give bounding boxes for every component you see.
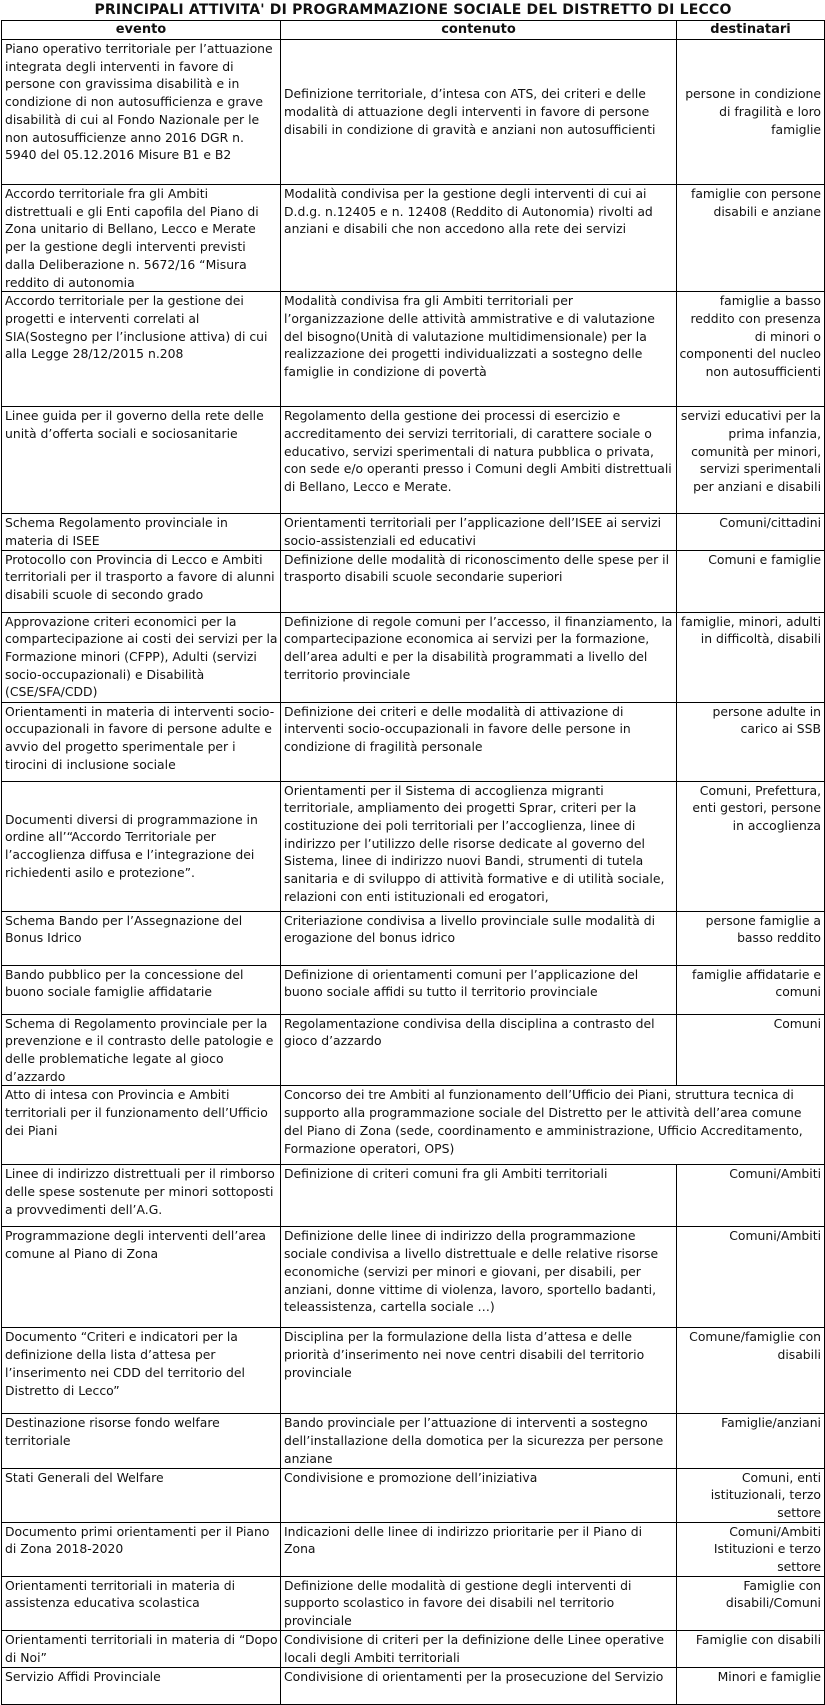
cell-destinatari: Comune/famiglie con disabili — [677, 1328, 825, 1414]
table-row — [2, 292, 825, 407]
cell-contenuto: Regolamento della gestione dei processi di esercizio e accreditamento dei servizi territoriali, di carattere sociale o educativo, servizi sperimentali di natura pubblica o privata, con sede e/o operanti presso i Comuni degli Ambiti distrettuali di Bellano, Lecco e Merate. — [281, 407, 677, 514]
cell-destinatari: Comuni/Ambiti — [677, 1165, 825, 1227]
table-row — [2, 1468, 825, 1522]
cell-destinatari: Famiglie con disabili/Comuni — [677, 1576, 825, 1630]
cell-contenuto: Concorso dei tre Ambiti al funzionamento dell’Ufficio dei Piani, struttura tecnica di supporto alla programmazione sociale del Distretto per le attività dell’area comune del Piano di Zona (sede, coordinamento e amministrazione, Ufficio Accreditamento, Formazione operatori, OPS) — [281, 1086, 825, 1165]
header-evento: evento — [2, 21, 281, 40]
cell-evento: Linee di indirizzo distrettuali per il rimborso delle spese sostenute per minori sottoposti a provvedimenti dell’A.G. — [2, 1165, 281, 1227]
cell-evento: Documento “Criteri e indicatori per la definizione della lista d’attesa per l’inserimento nei CDD del territorio del Distretto di Lecco” — [2, 1328, 281, 1414]
cell-destinatari: famiglie, minori, adulti in difficoltà, disabili — [677, 612, 825, 702]
cell-destinatari: persone in condizione di fragilità e loro famiglie — [677, 40, 825, 185]
cell-destinatari: Comuni/Ambiti Istituzioni e terzo settore — [677, 1522, 825, 1576]
cell-evento: Orientamenti territoriali in materia di assistenza educativa scolastica — [2, 1576, 281, 1630]
cell-destinatari: Famiglie con disabili — [677, 1630, 825, 1667]
cell-evento: Stati Generali del Welfare — [2, 1468, 281, 1522]
cell-contenuto: Definizione delle modalità di gestione degli interventi di supporto scolastico in favore dei disabili nel territorio provinciale — [281, 1576, 677, 1630]
cell-destinatari: Comuni, enti istituzionali, terzo settore — [677, 1468, 825, 1522]
cell-evento: Orientamenti territoriali in materia di “Dopo di Noi” — [2, 1630, 281, 1667]
header-destinatari: destinatari — [677, 21, 825, 40]
table-row — [2, 1227, 825, 1328]
cell-destinatari: Minori e famiglie — [677, 1667, 825, 1704]
document-title: PRINCIPALI ATTIVITA' DI PROGRAMMAZIONE SOCIALE DEL DISTRETTO DI LECCO — [2, 0, 825, 21]
cell-destinatari: Comuni e famiglie — [677, 550, 825, 612]
table-row — [2, 702, 825, 781]
cell-evento: Atto di intesa con Provincia e Ambiti territoriali per il funzionamento dell’Ufficio dei Piani — [2, 1086, 281, 1165]
cell-evento: Destinazione risorse fondo welfare territoriale — [2, 1414, 281, 1468]
cell-destinatari: famiglie affidatarie e comuni — [677, 965, 825, 1014]
table-row — [2, 185, 825, 292]
cell-evento: Schema Regolamento provinciale in materia di ISEE — [2, 514, 281, 550]
cell-contenuto: Criteriazione condivisa a livello provinciale sulle modalità di erogazione del bonus idrico — [281, 911, 677, 965]
table-row — [2, 514, 825, 550]
cell-contenuto: Definizione delle linee di indirizzo della programmazione sociale condivisa a livello distrettuale e delle relative risorse economiche (servizi per minori e giovani, per disabili, per anziani, donne vittime di violenza, lavoro, sportello badanti, teleassistenza, cartella sociale …) — [281, 1227, 677, 1328]
cell-evento: Accordo territoriale fra gli Ambiti distrettuali e gli Enti capofila del Piano di Zona unitario di Bellano, Lecco e Merate per la gestione degli interventi previsti dalla Deliberazione n. 5672/16 “Misura reddito di autonomia — [2, 185, 281, 292]
table-row — [2, 1414, 825, 1468]
cell-destinatari: Comuni — [677, 1014, 825, 1086]
cell-contenuto: Disciplina per la formulazione della lista d’attesa e delle priorità d’inserimento nei nove centri disabili del territorio provinciale — [281, 1328, 677, 1414]
table-row — [2, 1086, 825, 1165]
cell-contenuto: Orientamenti territoriali per l’applicazione dell’ISEE ai servizi socio-assistenziali ed educativi — [281, 514, 677, 550]
cell-destinatari: persone famiglie a basso reddito — [677, 911, 825, 965]
cell-contenuto: Definizione di regole comuni per l’accesso, il finanziamento, la compartecipazione economica ai servizi per la formazione, dell’area adulti e per la disabilità programmati a livello del territorio provinciale — [281, 612, 677, 702]
table-row — [2, 40, 825, 185]
table-row — [2, 612, 825, 702]
cell-evento: Documenti diversi di programmazione in ordine all’“Accordo Territoriale per l’accoglienza diffusa e l’integrazione dei richiedenti asilo e protezione”. — [2, 781, 281, 911]
programming-table — [1, 0, 825, 1705]
cell-contenuto: Modalità condivisa fra gli Ambiti territoriali per l’organizzazione delle attività ammistrative e di valutazione del bisogno(Unità di valutazione multidimensionale) per la realizzazione dei progetti individualizzati a sostegno delle famiglie in condizione di povertà — [281, 292, 677, 407]
cell-destinatari: famiglie a basso reddito con presenza di minori o componenti del nucleo non autosufficienti — [677, 292, 825, 407]
table-row — [2, 1165, 825, 1227]
cell-contenuto: Orientamenti per il Sistema di accoglienza migranti territoriale, ampliamento dei progetti Sprar, criteri per la costituzione dei poli territoriali per l’accoglienza, linee di indirizzo per l’utilizzo delle risorse dedicate al governo del Sistema, linee di indirizzo nuovi Bandi, strumenti di tutela sanitaria e di sviluppo di attività formative e di utilità sociale, relazioni con enti istituzionali ed erogatori, — [281, 781, 677, 911]
cell-evento: Schema di Regolamento provinciale per la prevenzione e il contrasto delle patologie e delle problematiche legate al gioco d’azzardo — [2, 1014, 281, 1086]
cell-contenuto: Definizione di orientamenti comuni per l’applicazione del buono sociale affidi su tutto il territorio provinciale — [281, 965, 677, 1014]
table-row — [2, 1667, 825, 1704]
cell-evento: Approvazione criteri economici per la compartecipazione ai costi dei servizi per la Formazione minori (CFPP), Adulti (servizi socio-occupazionali) e Disabilità (CSE/SFA/CDD) — [2, 612, 281, 702]
cell-destinatari: famiglie con persone disabili e anziane — [677, 185, 825, 292]
cell-contenuto: Definizione delle modalità di riconoscimento delle spese per il trasporto disabili scuole secondarie superiori — [281, 550, 677, 612]
cell-destinatari: persone adulte in carico ai SSB — [677, 702, 825, 781]
cell-contenuto: Condivisione e promozione dell’iniziativa — [281, 1468, 677, 1522]
table-row — [2, 550, 825, 612]
cell-evento: Orientamenti in materia di interventi socio-occupazionali in favore di persone adulte e avvio del progetto sperimentale per i tirocini di inclusione sociale — [2, 702, 281, 781]
cell-destinatari: Comuni/cittadini — [677, 514, 825, 550]
cell-contenuto: Bando provinciale per l’attuazione di interventi a sostegno dell’installazione della domotica per la sicurezza per persone anziane — [281, 1414, 677, 1468]
cell-contenuto: Definizione dei criteri e delle modalità di attivazione di interventi socio-occupazionali in favore delle persone in condizione di fragilità personale — [281, 702, 677, 781]
cell-destinatari: Famiglie/anziani — [677, 1414, 825, 1468]
cell-contenuto: Condivisione di criteri per la definizione delle Linee operative locali degli Ambiti territoriali — [281, 1630, 677, 1667]
cell-contenuto: Regolamentazione condivisa della disciplina a contrasto del gioco d’azzardo — [281, 1014, 677, 1086]
cell-contenuto: Condivisione di orientamenti per la prosecuzione del Servizio — [281, 1667, 677, 1704]
table-row — [2, 1576, 825, 1630]
table-row — [2, 911, 825, 965]
table-row — [2, 1328, 825, 1414]
cell-evento: Piano operativo territoriale per l’attuazione integrata degli interventi in favore di persone con gravissima disabilità e in condizione di non autosufficienza e grave disabilità di cui al Fondo Nazionale per le non autosufficienze anno 2016 DGR n. 5940 del 05.12.2016 Misure B1 e B2 — [2, 40, 281, 185]
table-row — [2, 407, 825, 514]
cell-evento: Linee guida per il governo della rete delle unità d’offerta sociali e sociosanitarie — [2, 407, 281, 514]
table-row — [2, 781, 825, 911]
cell-contenuto: Definizione di criteri comuni fra gli Ambiti territoriali — [281, 1165, 677, 1227]
cell-evento: Schema Bando per l’Assegnazione del Bonus Idrico — [2, 911, 281, 965]
cell-destinatari: Comuni, Prefettura, enti gestori, persone in accoglienza — [677, 781, 825, 911]
cell-evento: Programmazione degli interventi dell’area comune al Piano di Zona — [2, 1227, 281, 1328]
cell-evento: Documento primi orientamenti per il Piano di Zona 2018-2020 — [2, 1522, 281, 1576]
table-row — [2, 1630, 825, 1667]
cell-contenuto: Modalità condivisa per la gestione degli interventi di cui ai D.d.g. n.12405 e n. 12408 (Reddito di Autonomia) rivolti ad anziani e disabili che non accedono alla rete dei servizi — [281, 185, 677, 292]
cell-destinatari: Comuni/Ambiti — [677, 1227, 825, 1328]
cell-evento: Protocollo con Provincia di Lecco e Ambiti territoriali per il trasporto a favore di alunni disabili scuole di secondo grado — [2, 550, 281, 612]
table-row — [2, 1014, 825, 1086]
cell-evento: Bando pubblico per la concessione del buono sociale famiglie affidatarie — [2, 965, 281, 1014]
cell-evento: Servizio Affidi Provinciale — [2, 1667, 281, 1704]
header-row — [2, 21, 825, 40]
title-row — [2, 0, 825, 21]
header-contenuto: contenuto — [281, 21, 677, 40]
cell-contenuto: Definizione territoriale, d’intesa con ATS, dei criteri e delle modalità di attuazione degli interventi in favore di persone disabili in condizione di gravità e anziani non autosufficienti — [281, 40, 677, 185]
cell-destinatari: servizi educativi per la prima infanzia, comunità per minori, servizi sperimentali per anziani e disabili — [677, 407, 825, 514]
cell-contenuto: Indicazioni delle linee di indirizzo prioritarie per il Piano di Zona — [281, 1522, 677, 1576]
cell-evento: Accordo territoriale per la gestione dei progetti e interventi correlati al SIA(Sostegno per l’inclusione attiva) di cui alla Legge 28/12/2015 n.208 — [2, 292, 281, 407]
table-row — [2, 1522, 825, 1576]
table-row — [2, 965, 825, 1014]
